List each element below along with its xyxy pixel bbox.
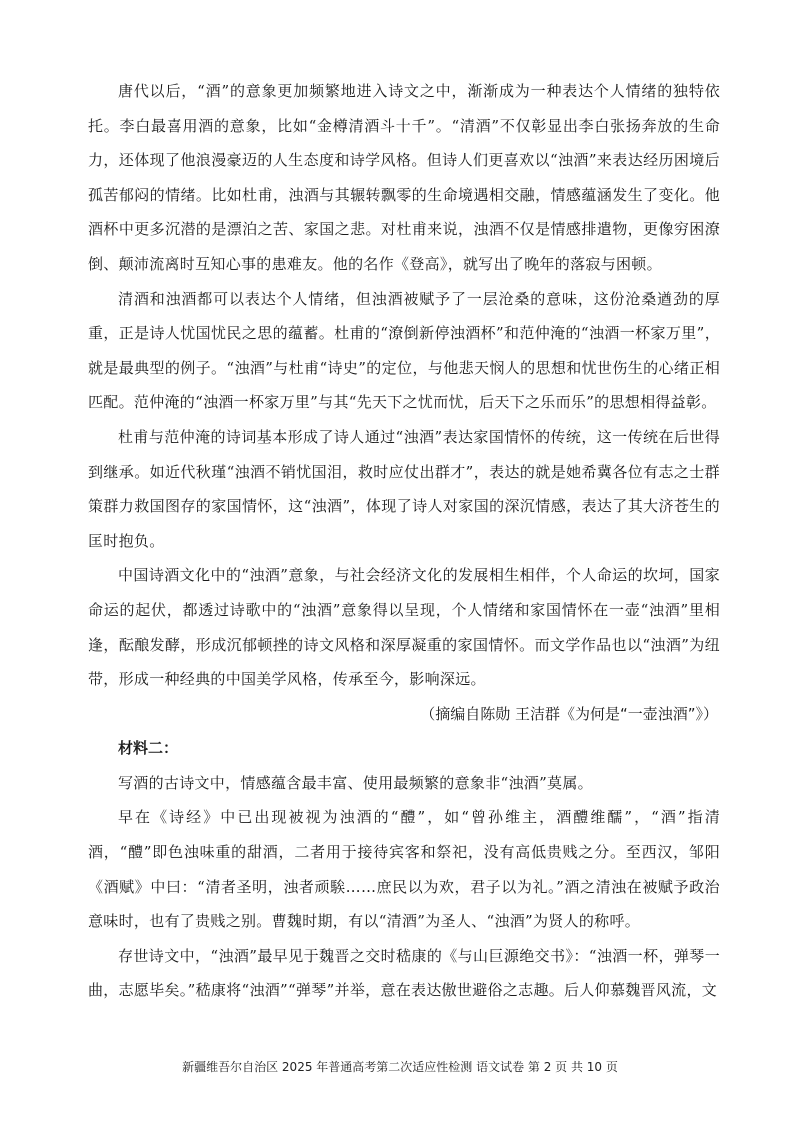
- paragraph-book-of-songs: 早在《诗经》中已出现被视为浊酒的“醴”，如“曾孙维主，酒醴维醹”，“酒”指清酒，“醴”即色浊味重的甜酒，二者用于接待宾客和祭祀，没有高低贵贱之分。至西汉，邹阳《酒赋》中曰：“清者圣明，浊者顽騃……庶民以为欢，君子以为礼。”酒之清浊在被赋予政治意味时，也有了贵贱之别。曹魏时期，有以“清酒”为圣人、“浊酒”为贤人的称呼。: [88, 808, 720, 931]
- paragraph-turbid-wine-culture: 中国诗酒文化中的“浊酒”意象，与社会经济文化的发展相生相伴，个人命运的坎坷，国家命运的起伏，都透过诗歌中的“浊酒”意象得以呈现，个人情绪和家国情怀在一壶“浊酒”里相逢，酝酿发酵，形成沉郁顿挫的诗文风格和深厚凝重的家国情怀。而文学作品也以“浊酒”为纽带，形成一种经典的中国美学风格，传承至今，影响深远。: [88, 566, 720, 689]
- material-two-title: 材料二：: [118, 739, 179, 758]
- page-footer: 新疆维吾尔自治区 2025 年普通高考第二次适应性检测 语文试卷 第 2 页 共 10 页: [182, 1060, 618, 1074]
- paragraph-ji-kang: 存世诗文中，“浊酒”最早见于魏晋之交时嵇康的《与山巨源绝交书》：“浊酒一杯，弹琴一曲，志愿毕矣。”嵇康将“浊酒”“弹琴”并举，意在表达傲世避俗之志趣。后人仰慕魏晋风流，文: [88, 946, 720, 1000]
- source-citation: （摘编自陈勋 王洁群《为何是“一壶浊酒”》）: [420, 704, 718, 723]
- paragraph-wine-imagery-tang: 唐代以后，“酒”的意象更加频繁地进入诗文之中，渐渐成为一种表达个人情绪的独特依托。李白最喜用酒的意象，比如“金樽清酒斗十千”。“清酒”不仅彰显出李白张扬奔放的生命力，还体现了他浪漫豪迈的人生态度和诗学风格。但诗人们更喜欢以“浊酒”来表达经历困境后孤苦郁闷的情绪。比如杜甫，浊酒与其辗转飘零的生命境遇相交融，情感蕴涵发生了变化。他酒杯中更多沉潜的是漂泊之苦、家国之悲。对杜甫来说，浊酒不仅是情感排遣物，更像穷困潦倒、颠沛流离时互知心事的患难友。他的名作《登高》，就写出了晚年的落寂与困顿。: [88, 82, 720, 273]
- paragraph-tradition-inheritance: 杜甫与范仲淹的诗词基本形成了诗人通过“浊酒”表达家国情怀的传统，这一传统在后世得到继承。如近代秋瑾“浊酒不销忧国泪，救时应仗出群才”，表达的就是她希冀各位有志之士群策群力救国图存的家国情怀，这“浊酒”，体现了诗人对家国的深沉情感，表达了其大济苍生的匡时抱负。: [88, 427, 720, 550]
- page-content: [88, 74, 720, 1008]
- paragraph-turbid-wine-richest: 写酒的古诗文中，情感蕴含最丰富、使用最频繁的意象非“浊酒”莫属。: [118, 773, 593, 792]
- paragraph-clear-vs-turbid-wine: 清酒和浊酒都可以表达个人情绪，但浊酒被赋予了一层沧桑的意味，这份沧桑遒劲的厚重，正是诗人忧国忧民之思的蕴蓄。杜甫的“潦倒新停浊酒杯”和范仲淹的“浊酒一杯家万里”，就是最典型的例子。“浊酒”与杜甫“诗史”的定位，与他悲天悯人的思想和忧世伤生的心绪正相匹配。范仲淹的“浊酒一杯家万里”与其“先天下之忧而忧，后天下之乐而乐”的思想相得益彰。: [88, 289, 720, 412]
